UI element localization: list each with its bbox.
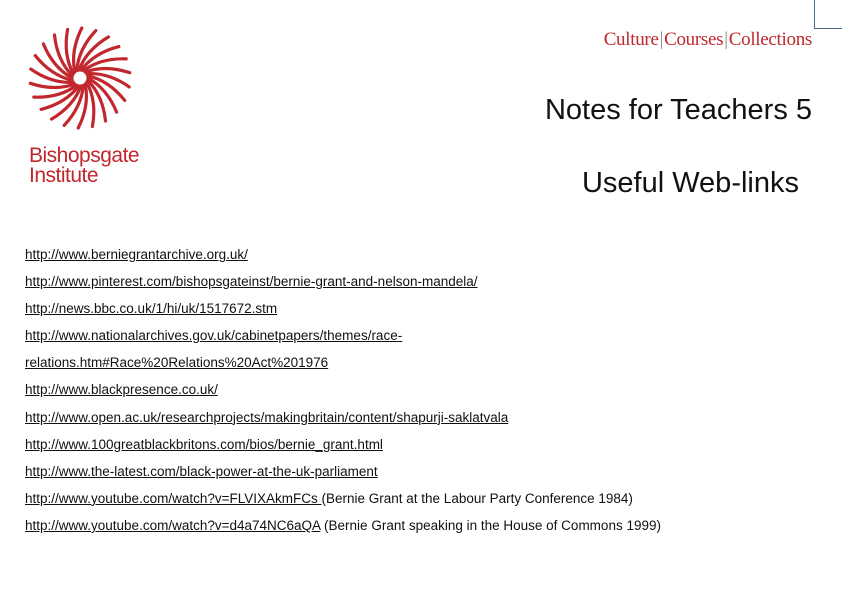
web-link[interactable]: http://www.pinterest.com/bishopsgateinst/bernie-grant-and-nelson-mandela/ [25,274,478,290]
list-item [25,356,825,370]
list-item [25,383,825,397]
list-item [25,411,825,425]
sunburst-icon [22,26,132,141]
list-item [25,438,825,452]
page-title: Notes for Teachers 5 [544,94,812,126]
tagline-collections: Collections [728,29,812,50]
sunburst-ray [66,30,73,74]
logo-wordmark [29,146,159,186]
link-note: (Bernie Grant at the Labour Party Conference 1984) [321,490,633,506]
tagline-separator: | [659,29,664,50]
logo-line-1: Bishopsgate [29,144,140,167]
web-link[interactable]: http://www.open.ac.uk/researchprojects/makingbritain/content/shapurji-saklatvala [25,409,509,425]
web-link[interactable]: http://www.berniegrantarchive.org.uk/ [25,247,248,262]
tagline-culture: Culture [603,29,659,50]
web-link[interactable]: http://news.bbc.co.uk/1/hi/uk/1517672.stm [25,301,278,317]
web-link[interactable]: http://www.100greatblackbritons.com/bios/bernie_grant.html [25,436,383,452]
web-link[interactable]: http://www.the-latest.com/black-power-at-the-uk-parliament [25,463,378,479]
web-link[interactable]: http://www.youtube.com/watch?v=FLVIXAkmFCs [25,490,322,506]
list-item [25,275,825,289]
list-item [25,248,825,262]
logo-line-2: Institute [29,164,99,187]
tagline-courses: Courses [664,29,724,50]
link-note: (Bernie Grant speaking in the House of Commons 1999) [320,517,661,533]
web-link[interactable]: http://www.youtube.com/watch?v=d4a74NC6aQA [25,517,321,533]
bishopsgate-logo [22,26,152,196]
list-item [25,302,825,316]
web-link[interactable]: http://www.blackpresence.co.uk/ [25,382,218,398]
link-list [25,248,825,533]
list-item [25,492,825,506]
corner-frame [814,0,842,29]
tagline [604,29,812,51]
web-link[interactable]: relations.htm#Race%20Relations%20Act%201976 [25,355,329,371]
list-item [25,519,825,533]
web-link[interactable]: http://www.nationalarchives.gov.uk/cabinetpapers/themes/race- [25,328,403,344]
sunburst-ray [87,82,94,126]
tagline-separator: | [724,29,728,50]
list-item [25,329,825,343]
page-subtitle: Useful Web-links [581,167,799,199]
list-item [25,465,825,479]
